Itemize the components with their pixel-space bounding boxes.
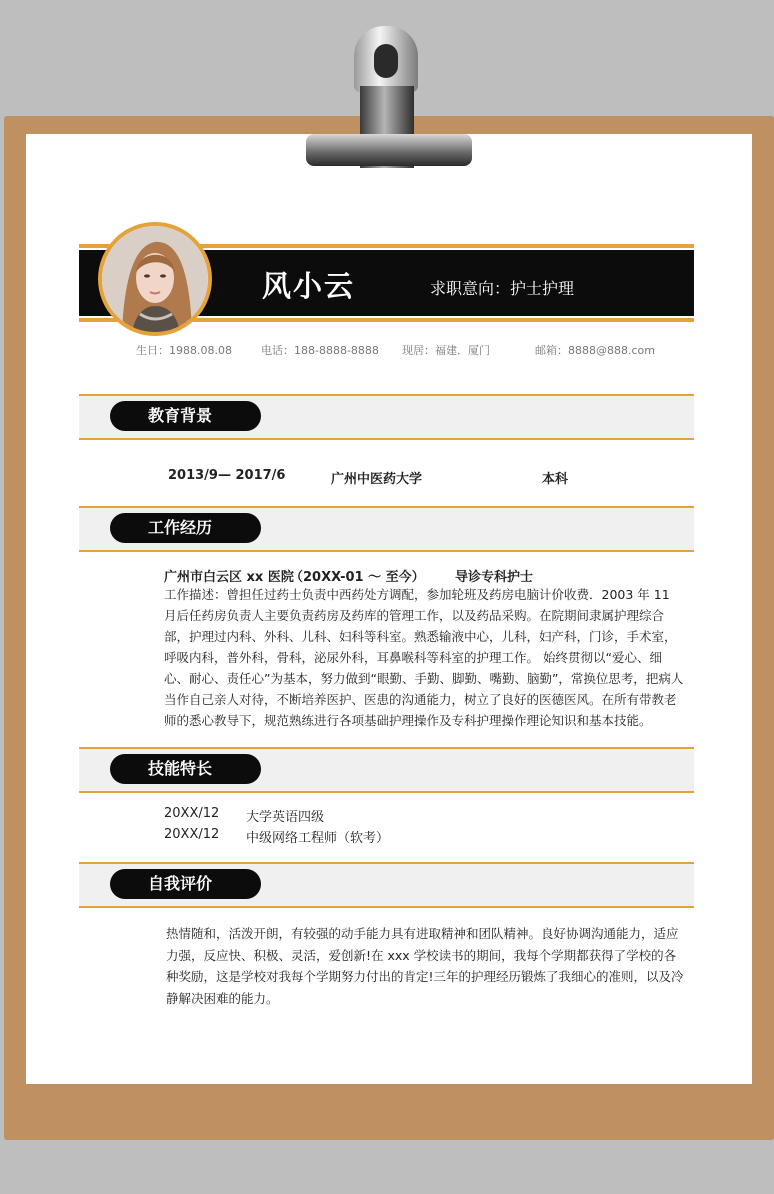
self-evaluation-text: 热情随和，活泼开朗，有较强的动手能力具有进取精神和团队精神。良好协调沟通能力，适应力强，反应快、积极、灵活，爱创新!在 xxx 学校读书的期间，我每个学期都获得了学校的各种奖励，这是学校对我每个学期努力付出的肯定!三年的护理经历锻炼了我细心的准则，以及冷静解决困难的能力。	[166, 926, 684, 1006]
section-title: 自我评价	[110, 869, 261, 899]
section-self-evaluation	[79, 862, 694, 908]
section-education	[79, 394, 694, 440]
candidate-name: 风小云	[262, 269, 356, 303]
phone-number: 电话：188-8888-8888	[261, 344, 379, 357]
skill-name: 中级网络工程师（软考）	[246, 831, 390, 846]
binder-clip-icon	[300, 26, 480, 176]
work-position: 导诊专科护士	[455, 570, 534, 585]
section-skills	[79, 747, 694, 793]
avatar	[98, 222, 212, 336]
work-company: 广州市白云区 xx 医院	[164, 570, 294, 585]
email: 邮箱：8888@888.com	[535, 344, 655, 357]
job-intent: 求职意向：护士护理	[430, 279, 575, 298]
education-period: 2013/9— 2017/6	[168, 468, 286, 483]
section-title: 工作经历	[110, 513, 261, 543]
skill-date: 20XX/12	[164, 827, 220, 842]
section-title: 技能特长	[110, 754, 261, 784]
section-title: 教育背景	[110, 401, 261, 431]
work-description: 工作描述：曾担任过药士负责中西药处方调配，参加轮班及药房电脑计价收费．2003 年 11 月后任药房负责人主要负责药房及药库的管理工作，以及药品采购。在院期间隶属护理综合部，护理过内科、外科、儿科、妇科等科室。熟悉输液中心，儿科，妇产科，门诊，手术室，呼吸内科，普外科，骨科，泌尿外科，耳鼻喉科等科室的护理工作。 始终贯彻以“爱心、细心、耐心、责任心”为基本，努力做到“眼勤、手勤、脚勤、嘴勤、脑勤”，常换位思考，把病人当作自己亲人对待，不断培养医护、医患的沟通能力，树立了良好的医德医风。在所有带教老师的悉心教导下，规范熟练进行各项基础护理操作及专科护理操作理论知识和基本技能。	[164, 587, 684, 728]
skill-date: 20XX/12	[164, 806, 220, 821]
section-work	[79, 506, 694, 552]
address: 现居：福建．厦门	[402, 344, 490, 357]
birth-date: 生日：1988.08.08	[136, 344, 232, 357]
education-degree: 本科	[542, 472, 569, 487]
skill-name: 大学英语四级	[246, 810, 325, 825]
work-period: （20XX-01 ～ 至今）	[290, 570, 425, 585]
education-school: 广州中医药大学	[331, 472, 423, 487]
